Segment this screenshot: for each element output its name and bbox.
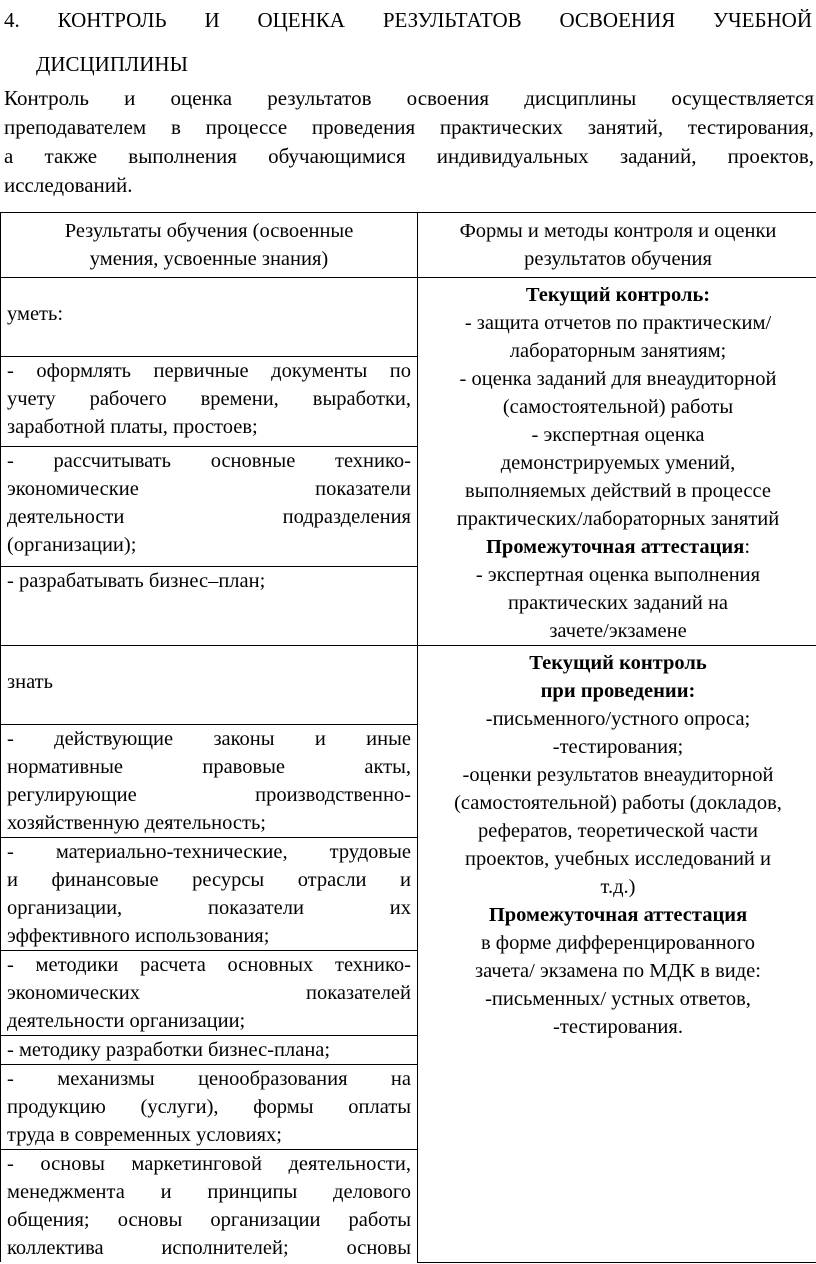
skill-line: деятельности подразделения xyxy=(7,506,411,529)
skill-item-cell xyxy=(1,357,418,447)
knowledge-item-cell xyxy=(1,951,418,1036)
skills-methods-cell xyxy=(418,278,816,646)
knowledge-line: - материально-технические, трудовые xyxy=(7,841,411,863)
header-results-line: умения, усвоенные знания) xyxy=(89,248,329,270)
intro-line: а также выполнения обучающимися индивидуальных заданий, проектов, xyxy=(4,144,814,168)
knowledge-item-cell xyxy=(1,725,418,838)
header-methods-line: результатов обучения xyxy=(524,248,712,270)
knowledge-line: - механизмы ценообразования на xyxy=(7,1068,411,1090)
interim-colon: : xyxy=(744,536,751,558)
interim-title-line xyxy=(424,533,812,561)
method-line: - оценка заданий для внеаудиторной xyxy=(459,368,777,390)
method-line: практических заданий на xyxy=(507,592,729,614)
method-line: в форме дифференцированного xyxy=(480,932,756,954)
method-line: -письменного/устного опроса; xyxy=(485,708,751,730)
knowledge-line: деятельности организации; xyxy=(7,1010,246,1032)
knowledge-line: экономических показателей xyxy=(7,982,411,1004)
knowledge-line: эффективного использования; xyxy=(7,925,270,947)
method-line: практических/лабораторных занятий xyxy=(456,508,780,530)
knowledge-caption: знать xyxy=(7,671,53,693)
knowledge-line: труда в современных условиях; xyxy=(7,1124,282,1146)
heading-line-2: ДИСЦИПЛИНЫ xyxy=(36,52,188,76)
method-line: т.д.) xyxy=(600,876,636,898)
method-line: рефератов, теоретической части xyxy=(478,820,758,842)
skill-line: заработной платы, простоев; xyxy=(7,416,258,438)
method-line: проектов, учебных исследований и xyxy=(464,848,771,870)
method-line: - экспертная оценка xyxy=(531,424,705,446)
skill-item-cell xyxy=(1,447,418,567)
skill-line: (организации); xyxy=(7,534,137,557)
knowledge-line: коллектива исполнителей; основы xyxy=(7,1237,411,1259)
heading-line-1: 4. КОНТРОЛЬ И ОЦЕНКА РЕЗУЛЬТАТОВ ОСВОЕНИЯ УЧЕБНОЙ xyxy=(4,8,812,32)
skill-line: учету рабочего времени, выработки, xyxy=(7,388,411,410)
skill-item-cell xyxy=(1,567,418,646)
table-row xyxy=(1,278,816,357)
method-line: -тестирования. xyxy=(553,1016,683,1038)
knowledge-line: - методику разработки бизнес-плана; xyxy=(7,1039,331,1061)
knowledge-line: нормативные правовые акты, xyxy=(7,756,411,778)
current-control-title: Текущий контроль xyxy=(529,652,707,674)
skill-line: - рассчитывать основные технико- xyxy=(7,450,411,473)
skills-caption: уметь: xyxy=(7,303,64,325)
header-methods xyxy=(418,213,816,278)
knowledge-line: продукцию (услуги), формы оплаты xyxy=(7,1096,411,1118)
header-results-line: Результаты обучения (освоенные xyxy=(64,220,354,242)
interim-title: Промежуточная аттестация xyxy=(485,536,745,558)
method-line: -оценки результатов внеаудиторной xyxy=(462,764,774,786)
method-line: выполняемых действий в процессе xyxy=(465,480,771,502)
knowledge-line: организации, показатели их xyxy=(7,897,411,919)
knowledge-item-cell xyxy=(1,1065,418,1150)
knowledge-item-cell xyxy=(1,838,418,951)
method-line: (самостоятельной) работы (докладов, xyxy=(454,792,782,814)
knowledge-line: регулирующие производственно- xyxy=(7,784,411,806)
interim-title: Промежуточная аттестация xyxy=(488,904,748,926)
method-line: (самостоятельной) работы xyxy=(502,396,734,418)
method-line: -письменных/ устных ответов, xyxy=(485,988,751,1010)
intro-line: исследований. xyxy=(4,173,133,197)
skill-line: - оформлять первичные документы по xyxy=(7,360,411,382)
method-line: - экспертная оценка выполнения xyxy=(475,564,761,586)
knowledge-item-cell xyxy=(1,1036,418,1065)
skill-line: экономические показатели xyxy=(7,478,411,501)
header-methods-line: Формы и методы контроля и оценки xyxy=(459,220,777,242)
intro-line: преподавателем в процессе проведения практических занятий, тестирования, xyxy=(4,115,814,139)
knowledge-line: - методики расчета основных технико- xyxy=(7,954,411,976)
knowledge-caption-cell xyxy=(1,646,418,725)
knowledge-line: менеджмента и принципы делового xyxy=(7,1181,411,1203)
method-line: демонстрируемых умений, xyxy=(500,452,736,474)
table-header-row xyxy=(1,213,816,278)
intro-paragraph xyxy=(0,84,816,200)
knowledge-line: и финансовые ресурсы отрасли и xyxy=(7,869,411,891)
knowledge-line: - действующие законы и иные xyxy=(7,728,411,750)
section-heading xyxy=(0,0,816,84)
knowledge-item-cell xyxy=(1,1150,418,1263)
method-line: лабораторным занятиям; xyxy=(509,340,727,362)
table-row xyxy=(1,646,816,725)
knowledge-line: хозяйственную деятельность; xyxy=(7,812,266,834)
knowledge-line: общения; основы организации работы xyxy=(7,1209,411,1231)
assessment-table xyxy=(0,212,816,1263)
skills-caption-cell xyxy=(1,278,418,357)
knowledge-line: - основы маркетинговой деятельности, xyxy=(7,1153,411,1175)
method-line: зачете/экзамене xyxy=(549,620,687,642)
method-line: - защита отчетов по практическим/ xyxy=(464,312,772,334)
knowledge-methods-cell xyxy=(418,646,816,1263)
current-control-title: при проведении: xyxy=(540,680,696,702)
skill-line: - разрабатывать бизнес–план; xyxy=(7,570,266,592)
method-line: зачета/ экзамена по МДК в виде: xyxy=(475,960,761,982)
current-control-title: Текущий контроль: xyxy=(525,284,711,306)
intro-line: Контроль и оценка результатов освоения дисциплины осуществляется xyxy=(4,86,814,110)
header-results xyxy=(1,213,418,278)
method-line: -тестирования; xyxy=(552,736,684,758)
